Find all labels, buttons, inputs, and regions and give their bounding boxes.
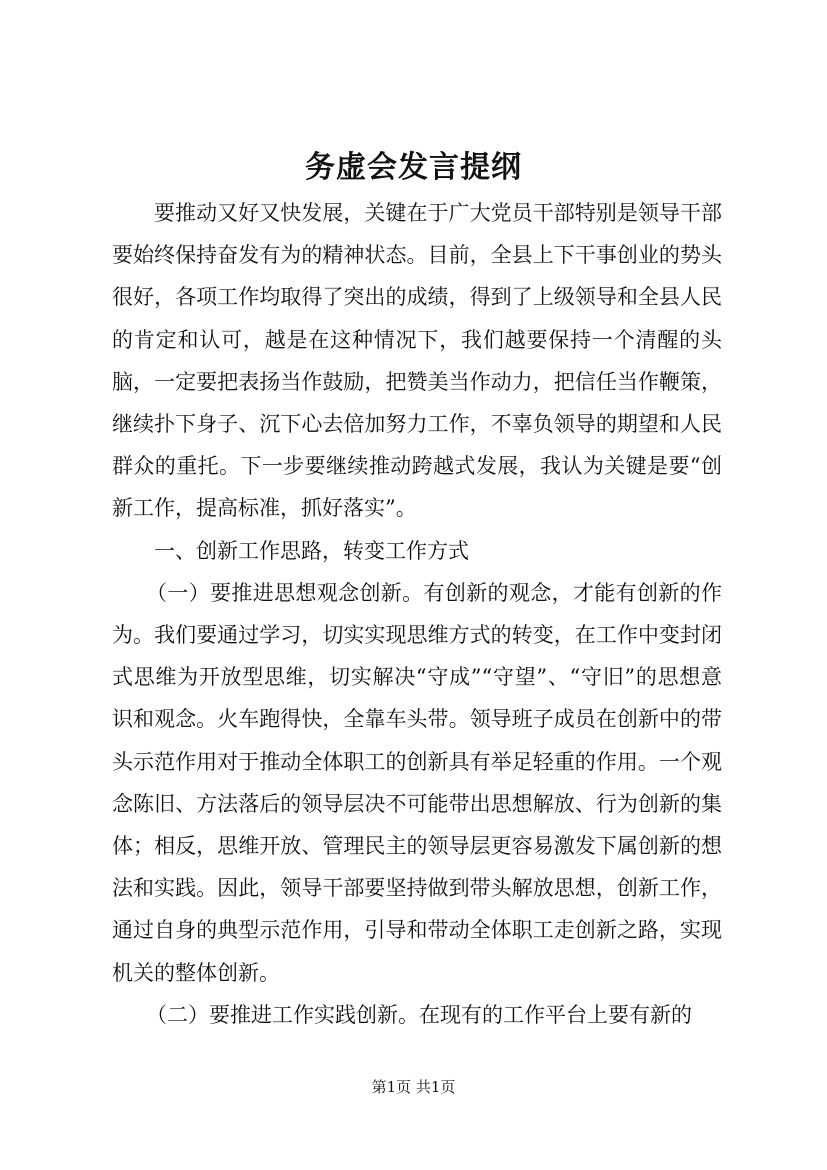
document-body [112,192,722,1036]
paragraph-intro: 要推动又好又快发展，关键在于广大党员干部特别是领导干部要始终保持奋发有为的精神状态。目前，全县上下干事创业的势头很好，各项工作均取得了突出的成绩，得到了上级领导和全县人民的肯定和认可，越是在这种情况下，我们越要保持一个清醒的头脑，一定要把表扬当作鼓励，把赞美当作动力，把信任当作鞭策，继续扑下身子、沉下心去倍加努力工作，不辜负领导的期望和人民群众的重托。下一步要继续推动跨越式发展，我认为关键是要“创新工作，提高标准，抓好落实”。 [112,201,722,521]
document-title: 务虚会发言提纲 [305,150,522,185]
paragraph-item-2: （二）要推进工作实践创新。在现有的工作平台上要有新的 [146,1002,692,1027]
page-number-footer: 第1页 共1页 [371,1078,456,1096]
section-heading-1: 一、创新工作思路，转变工作方式 [154,538,469,563]
paragraph-item-1: （一）要推进思想观念创新。有创新的观念，才能有创新的作为。我们要通过学习，切实实现思维方式的转变，在工作中变封闭式思维为开放型思维，切实解决“守成”“守望”、“守旧”的思想意识和观念。火车跑得快，全靠车头带。领导班子成员在创新中的带头示范作用对于推动全体职工的创新具有举足轻重的作用。一个观念陈旧、方法落后的领导层决不可能带出思想解放、行为创新的集体；相反，思维开放、管理民主的领导层更容易激发下属创新的想法和实践。因此，领导干部要坚持做到带头解放思想，创新工作，通过自身的典型示范作用，引导和带动全体职工走创新之路，实现机关的整体创新。 [112,580,722,985]
